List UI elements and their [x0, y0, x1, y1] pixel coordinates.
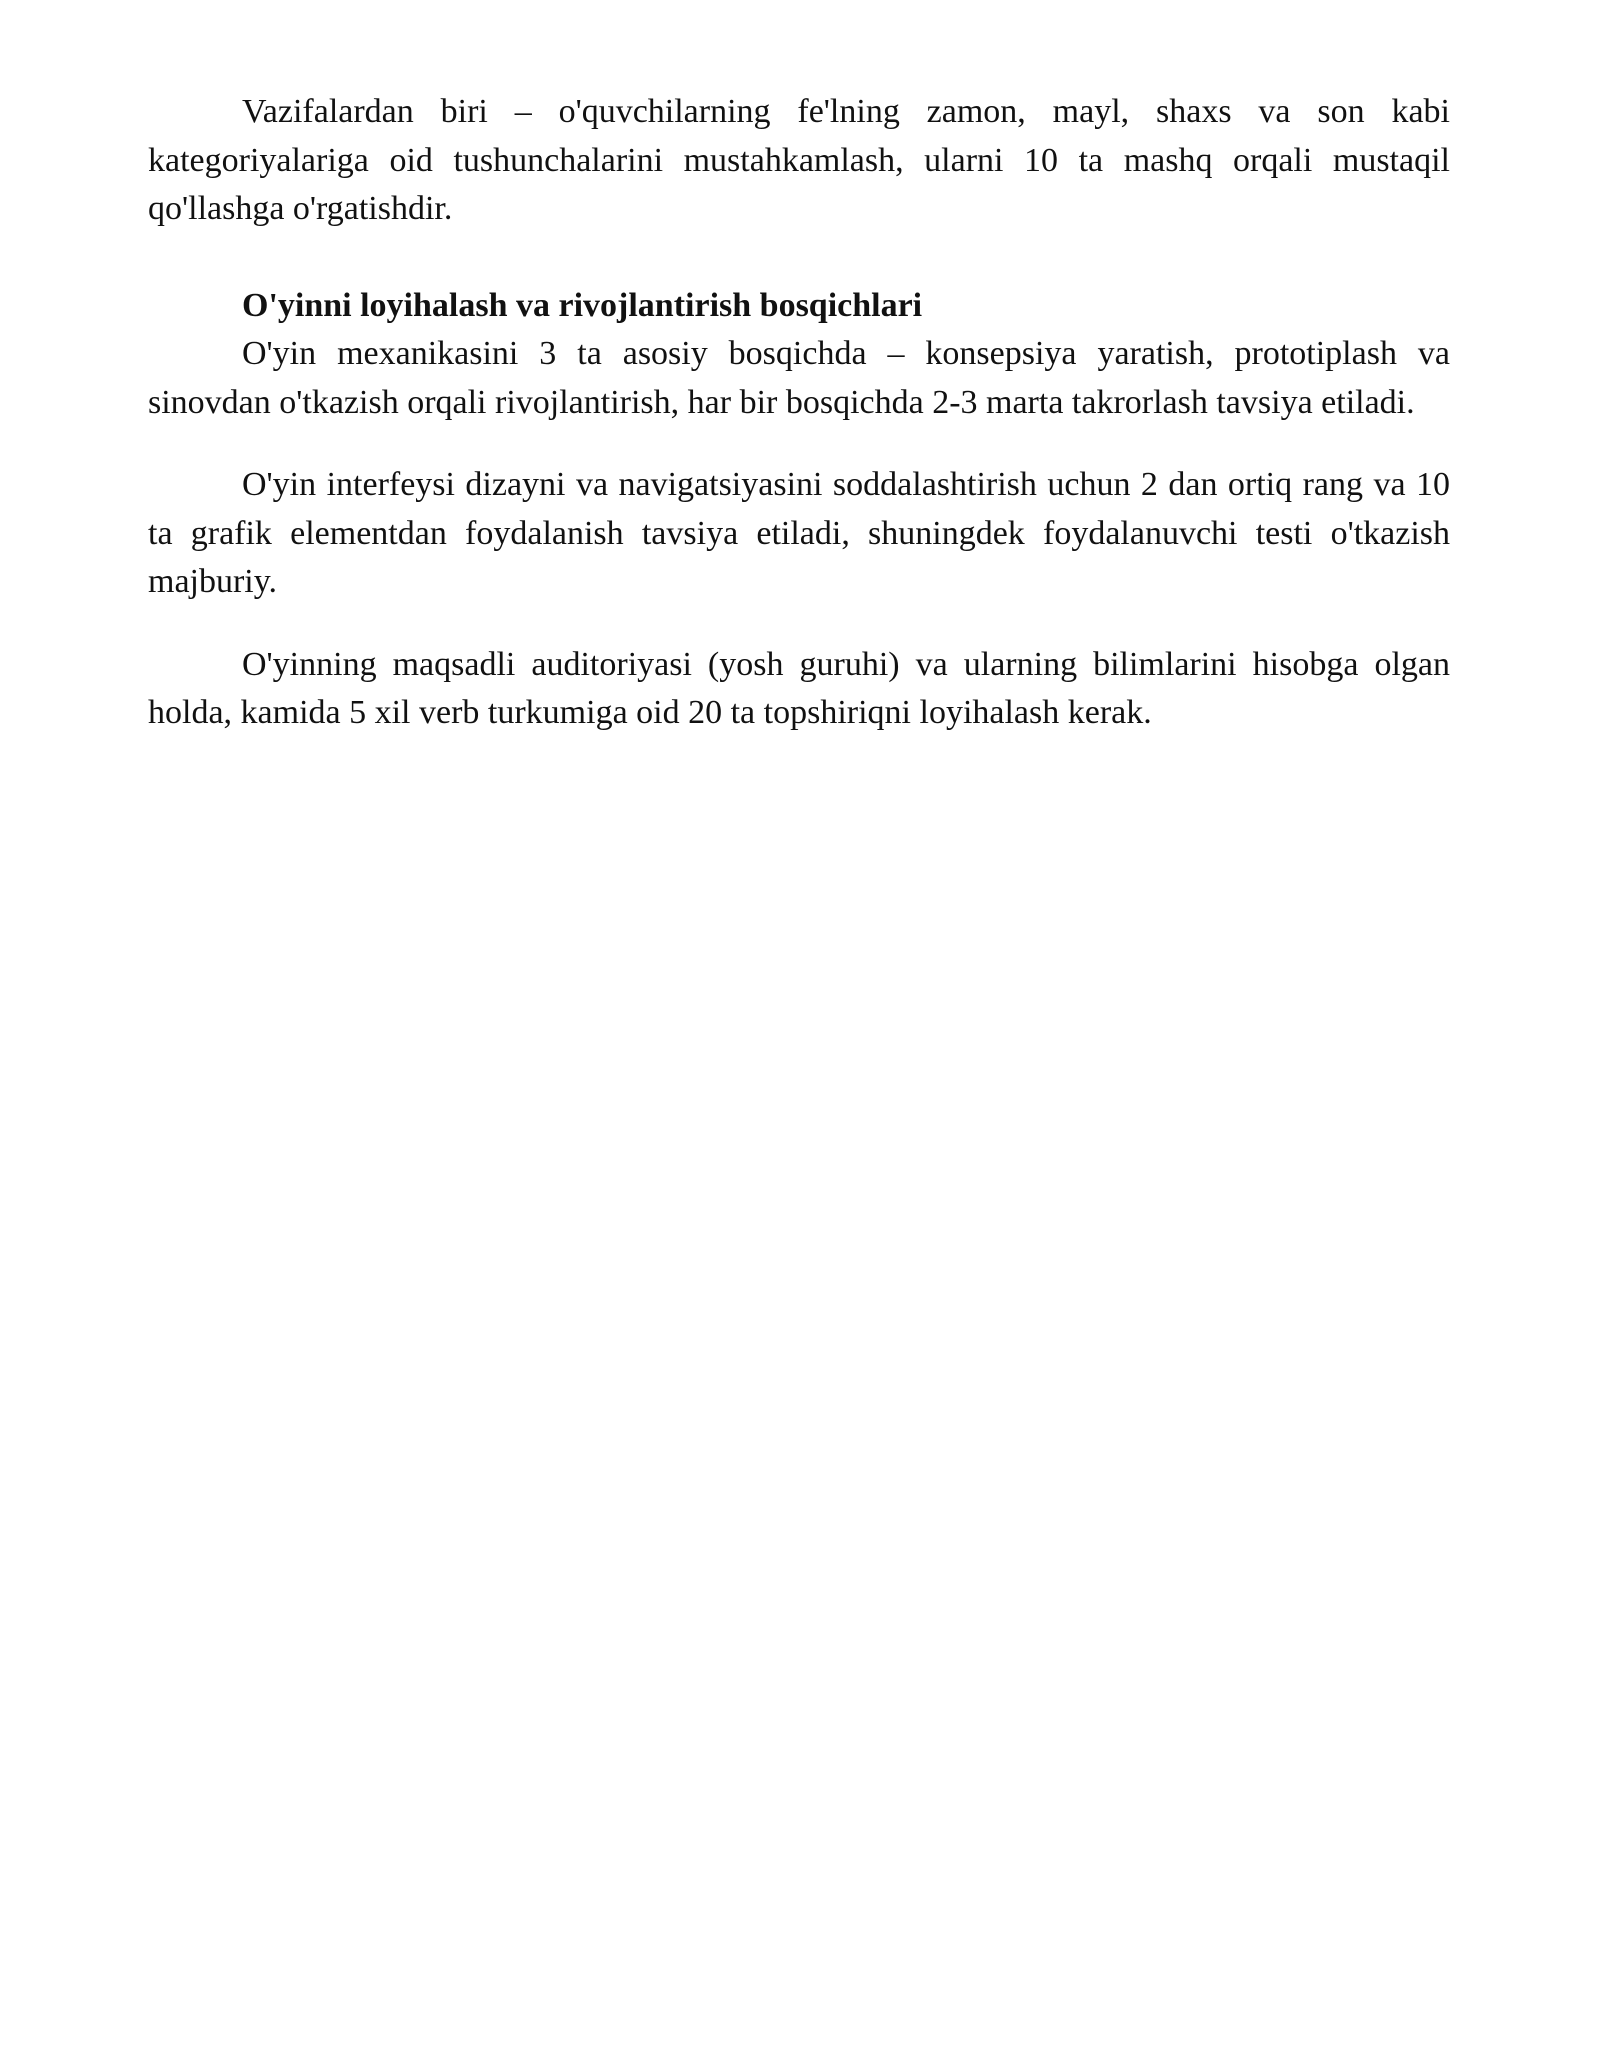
paragraph-audience: O'yinning maqsadli auditoriyasi (yosh guruhi) va ularning bilimlarini hisobga olgan holda, kamida 5 xil verb turkumiga oid 20 ta topshiriqni loyihalash kerak.	[148, 645, 1450, 731]
spacer	[148, 607, 1450, 641]
paragraph-interface: O'yin interfeysi dizayni va navigatsiyasini soddalashtirish uchun 2 dan ortiq rang va 10 ta grafik elementdan foydalanish tavsiya etiladi, shuningdek foydalanuvchi testi o'tkazish majburiy.	[148, 466, 1450, 600]
paragraph-tasks: Vazifalardan biri – o'quvchilarning fe'lning zamon, mayl, shaxs va son kabi kategoriyalariga oid tushunchalarini mustahkamlash, ularni 10 ta mashq orqali mustaqil qo'llashga o'rgatishdir.	[148, 93, 1450, 227]
document-body	[148, 88, 1450, 738]
spacer	[148, 427, 1450, 461]
paragraph-mechanics: O'yin mexanikasini 3 ta asosiy bosqichda – konsepsiya yaratish, prototiplash va sinovdan o'tkazish orqali rivojlantirish, har bir bosqichda 2-3 marta takrorlash tavsiya etiladi.	[148, 335, 1450, 421]
section-heading: O'yinni loyihalash va rivojlantirish bosqichlari	[242, 286, 923, 324]
spacer	[148, 234, 1450, 282]
